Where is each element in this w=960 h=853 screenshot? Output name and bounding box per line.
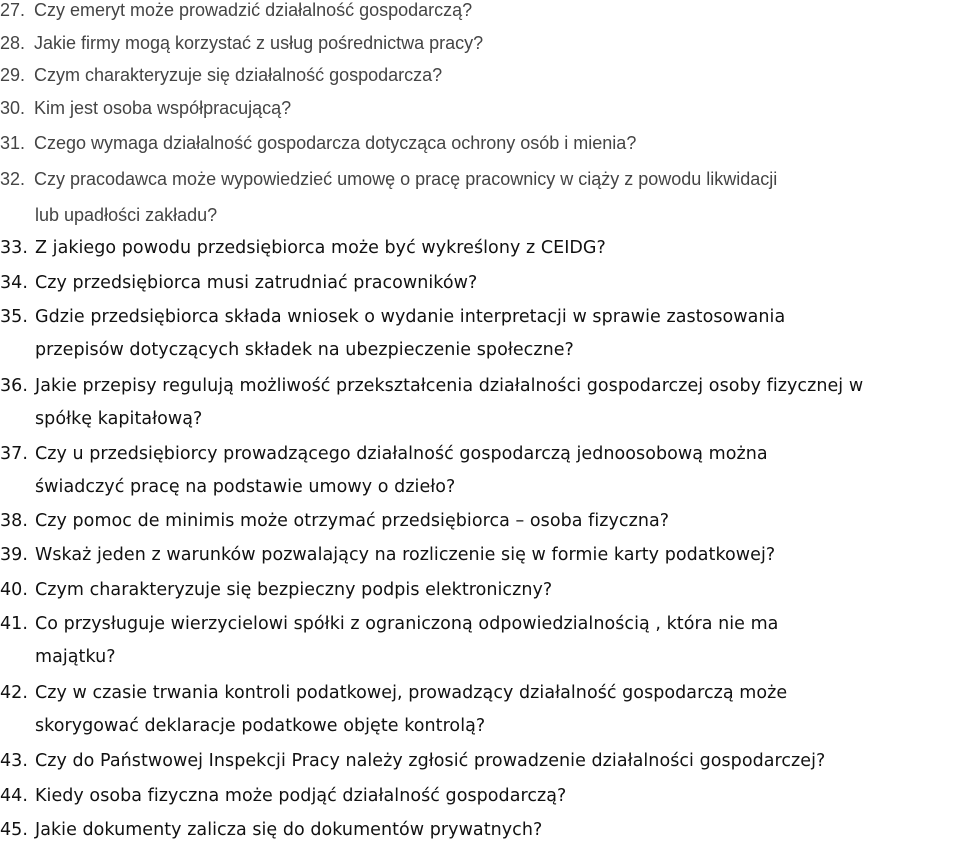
question-text-line: Co przysługuje wierzycielowi spółki z ograniczoną odpowiedzialnością , która nie ma — [35, 614, 779, 634]
question-number: 30. — [0, 98, 26, 118]
question-text-line: spółkę kapitałową? — [35, 409, 203, 429]
question-text-line: Jakie firmy mogą korzystać z usług pośrednictwa pracy? — [34, 33, 484, 53]
question-number: 45. — [0, 820, 28, 840]
question-text-line: Z jakiego powodu przedsiębiorca może być wykreślony z CEIDG? — [35, 238, 606, 258]
question-text-line: Kiedy osoba fizyczna może podjąć działalność gospodarczą? — [35, 786, 567, 806]
question-text-line: majątku? — [35, 647, 116, 667]
question-text-line: Czy w czasie trwania kontroli podatkowej, prowadzący działalność gospodarczą może — [35, 683, 788, 703]
question-text-line: Gdzie przedsiębiorca składa wniosek o wydanie interpretacji w sprawie zastosowania — [35, 307, 786, 327]
question-item — [0, 133, 960, 169]
question-item — [0, 169, 960, 241]
question-item — [0, 273, 960, 306]
question-text-line: Kim jest osoba współpracującą? — [34, 98, 292, 118]
question-number: 32. — [0, 169, 26, 189]
question-text-line: Czy przedsiębiorca musi zatrudniać pracowników? — [35, 273, 478, 293]
question-number: 29. — [0, 65, 26, 85]
question-item — [0, 98, 960, 134]
question-item — [0, 0, 960, 36]
question-item — [0, 614, 960, 680]
question-item — [0, 786, 960, 819]
question-number: 36. — [0, 376, 28, 396]
question-item — [0, 376, 960, 442]
question-text-line: Czy pracodawca może wypowiedzieć umowę o pracę pracownicy w ciąży z powodu likwidacji — [34, 169, 778, 189]
question-text-line: Czym charakteryzuje się działalność gospodarcza? — [34, 65, 443, 85]
question-text-line: lub upadłości zakładu? — [35, 205, 218, 225]
question-text-line: świadczyć pracę na podstawie umowy o dzieło? — [35, 477, 456, 497]
question-number: 38. — [0, 511, 28, 531]
question-number: 41. — [0, 614, 28, 634]
question-item — [0, 820, 960, 853]
question-item — [0, 511, 960, 544]
question-text-line: Wskaż jeden z warunków pozwalający na rozliczenie się w formie karty podatkowej? — [35, 545, 776, 565]
question-text-line: Czego wymaga działalność gospodarcza dotycząca ochrony osób i mienia? — [34, 133, 637, 153]
question-number: 43. — [0, 751, 28, 771]
question-number: 37. — [0, 444, 28, 464]
question-number: 39. — [0, 545, 28, 565]
question-item — [0, 65, 960, 101]
question-text-line: Jakie dokumenty zalicza się do dokumentów prywatnych? — [35, 820, 543, 840]
question-text-line: przepisów dotyczących składek na ubezpieczenie społeczne? — [35, 340, 574, 360]
question-number: 33. — [0, 238, 28, 258]
question-number: 42. — [0, 683, 28, 703]
question-number: 44. — [0, 786, 28, 806]
question-item — [0, 545, 960, 578]
question-number: 34. — [0, 273, 28, 293]
question-item — [0, 683, 960, 749]
question-item — [0, 751, 960, 784]
question-text-line: Czy pomoc de minimis może otrzymać przedsiębiorca – osoba fizyczna? — [35, 511, 670, 531]
question-item — [0, 444, 960, 510]
question-text-line: skorygować deklaracje podatkowe objęte kontrolą? — [35, 716, 486, 736]
question-number: 31. — [0, 133, 26, 153]
question-number: 27. — [0, 0, 26, 20]
question-text-line: Czy emeryt może prowadzić działalność gospodarczą? — [34, 0, 473, 20]
question-text-line: Czy do Państwowej Inspekcji Pracy należy zgłosić prowadzenie działalności gospodarczej? — [35, 751, 826, 771]
question-item — [0, 307, 960, 373]
question-item — [0, 580, 960, 613]
question-text-line: Czym charakteryzuje się bezpieczny podpis elektroniczny? — [35, 580, 553, 600]
question-number: 40. — [0, 580, 28, 600]
question-text-line: Jakie przepisy regulują możliwość przekształcenia działalności gospodarczej osoby fizycznej w — [35, 376, 864, 396]
question-text-line: Czy u przedsiębiorcy prowadzącego działalność gospodarczą jednoosobową można — [35, 444, 768, 464]
question-number: 35. — [0, 307, 28, 327]
question-item — [0, 238, 960, 271]
question-item — [0, 33, 960, 69]
question-number: 28. — [0, 33, 26, 53]
